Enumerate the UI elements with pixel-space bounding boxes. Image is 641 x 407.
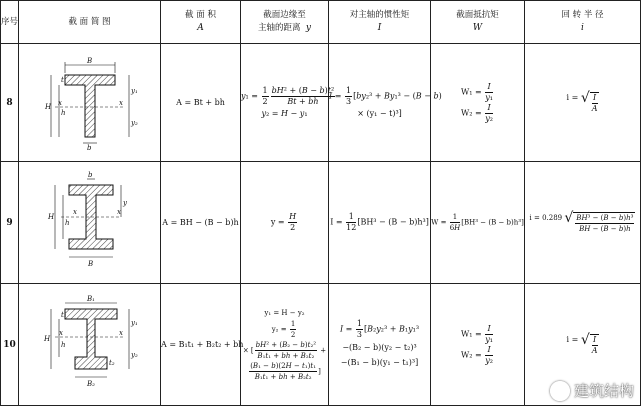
svg-text:t₂: t₂ (108, 358, 115, 367)
svg-text:x: x (118, 328, 123, 337)
header-inertia: 对主轴的惯性矩 I (329, 1, 431, 44)
svg-text:B: B (86, 56, 92, 65)
modulus-formula: W₁ = $\frac{I}{\text{y₁}}$ W₂ = $\frac{I}{\text{y₂}}$ (431, 284, 525, 406)
inertia-formula: I = $\frac{1}{3}$ [by₂³ + By₁³ − (B − b) × (y₁ − t)³] (329, 44, 431, 162)
svg-text:h: h (60, 108, 66, 117)
svg-text:x: x (57, 98, 62, 107)
area-formula: A = BH − (B − b)h (161, 162, 241, 284)
svg-text:y₁: y₁ (130, 318, 138, 327)
svg-text:x: x (116, 207, 121, 216)
svg-text:H: H (43, 334, 50, 343)
wechat-icon (550, 381, 570, 401)
svg-text:y: y (122, 198, 127, 207)
svg-text:y₂: y₂ (130, 118, 138, 127)
row-number: 8 (1, 44, 19, 162)
header-radius: 回 转 半 径 i (525, 1, 641, 44)
i-section-diagram (19, 162, 161, 284)
radius-formula: i = √ I A (525, 44, 641, 162)
area-formula: A = B₁t₁ + B₂t₂ + bh (161, 284, 241, 406)
header-diagram: 截 面 简 图 (19, 1, 161, 44)
header-modulus: 截面抵抗矩 W (431, 1, 525, 44)
modulus-formula: W₁ = $\frac{I}{\text{y₁}}$ W₂ = $\frac{I}{\text{y₂}}$ (431, 44, 525, 162)
i-section-figure (25, 169, 155, 273)
inertia-formula: I = $\frac{1}{3}$ [B₂y₂³ + B₁y₁³ −(B₂ − b)(y₂ − t₂)³ −(B₁ − b)(y₁ − t₁)³] (329, 284, 431, 406)
t-section-figure (25, 51, 155, 151)
radius-formula: i = √ I A (525, 284, 641, 406)
svg-text:h: h (60, 340, 66, 349)
header-row (1, 1, 641, 44)
svg-text:b: b (87, 170, 92, 179)
svg-text:B₂: B₂ (86, 379, 95, 388)
table-row (1, 284, 641, 406)
svg-text:x: x (118, 98, 123, 107)
header-distance: 截面边缘至 主轴的距离 y (241, 1, 329, 44)
svg-text:y₁: y₁ (130, 86, 138, 95)
distance-formula: y₁ = $\frac{1}{2}$ $\frac{\text{bH² + (B − b)t²}}{Bt + bh}$ y₂ = H − y₁ (241, 44, 329, 162)
svg-text:H: H (44, 102, 51, 111)
t-section-diagram (19, 44, 161, 162)
row-number: 10 (1, 284, 19, 406)
radius-formula: i = 0.289 √ BH³ − (B − b)h³ BH − (B − b)h (525, 162, 641, 284)
unequal-i-section-figure (25, 291, 155, 395)
svg-text:x: x (58, 328, 63, 337)
svg-text:B₁: B₁ (86, 294, 95, 303)
svg-text:b: b (86, 143, 91, 152)
table-row (1, 162, 641, 284)
unequal-i-section-diagram (19, 284, 161, 406)
row-number: 9 (1, 162, 19, 284)
svg-text:H: H (47, 212, 54, 221)
inertia-formula: I = $\frac{1}{12}$ [BH³ − (B − b)h³] (329, 162, 431, 284)
svg-text:B: B (87, 259, 93, 268)
watermark-text: 建筑结构 (573, 382, 634, 400)
table-row (1, 44, 641, 162)
distance-formula: y₁ = H − y₂ y₂ = $\frac{1}{2}$ × [ $\frac{\text{bH² + (B₂ − b)t₂²}}{\text{B₁t₁ + bh + B₂t₂}}$ + $\frac{\text{(B₁ − b)(2H − t₁)t₁}}{\text{B₁t₁ + bh + B₂t₂}}$ ] (241, 284, 329, 406)
svg-text:t: t (60, 75, 64, 84)
area-formula: A = Bt + bh (161, 44, 241, 162)
header-no: 序号 (1, 1, 19, 44)
distance-formula: y = $\frac{H}{2}$ (241, 162, 329, 284)
modulus-formula: W = $\frac{1}{6H}$ [BH³ − (B − b)h³] (431, 162, 525, 284)
svg-text:t₁: t₁ (60, 310, 67, 319)
svg-text:h: h (64, 218, 70, 227)
svg-text:y₂: y₂ (130, 350, 138, 359)
watermark (550, 380, 634, 401)
svg-text:x: x (72, 207, 77, 216)
header-area: 截 面 积 A (161, 1, 241, 44)
